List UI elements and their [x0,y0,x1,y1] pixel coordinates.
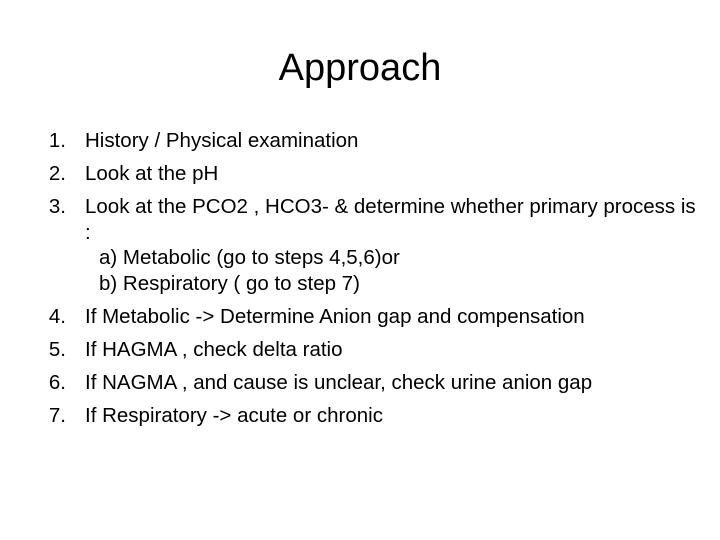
list-subitem: b) Respiratory ( go to step 7) [99,271,360,295]
list-item-number: 3. [48,195,66,218]
list-item-text: If NAGMA , and cause is unclear, check urine anion gap [85,370,593,394]
list-item [36,128,706,154]
list-item [36,370,706,396]
list-item [36,161,706,187]
list-item-text: If HAGMA , check delta ratio [85,337,343,361]
list-item-text: Look at the pH [85,162,219,185]
list-item [36,403,706,429]
list-item [36,194,706,296]
list-subitem: a) Metabolic (go to steps 4,5,6)or [99,246,400,269]
list-item-number: 2. [48,162,66,185]
list-item-number: 5. [48,337,66,361]
numbered-list [36,128,706,436]
list-item-number: 7. [48,403,66,427]
list-item [36,304,706,330]
list-item-text: History / Physical examination [85,129,359,152]
slide-title: Approach [278,47,442,89]
list-item-number: 6. [48,370,66,394]
list-item [36,337,706,363]
list-item-text: If Metabolic -> Determine Anion gap and compensation [85,304,585,328]
list-item-text: Look at the PCO2 , HCO3- & determine whether primary process is : [85,195,696,244]
list-item-number: 1. [48,129,66,152]
list-item-text: If Respiratory -> acute or chronic [85,403,383,427]
list-item-number: 4. [48,304,66,328]
